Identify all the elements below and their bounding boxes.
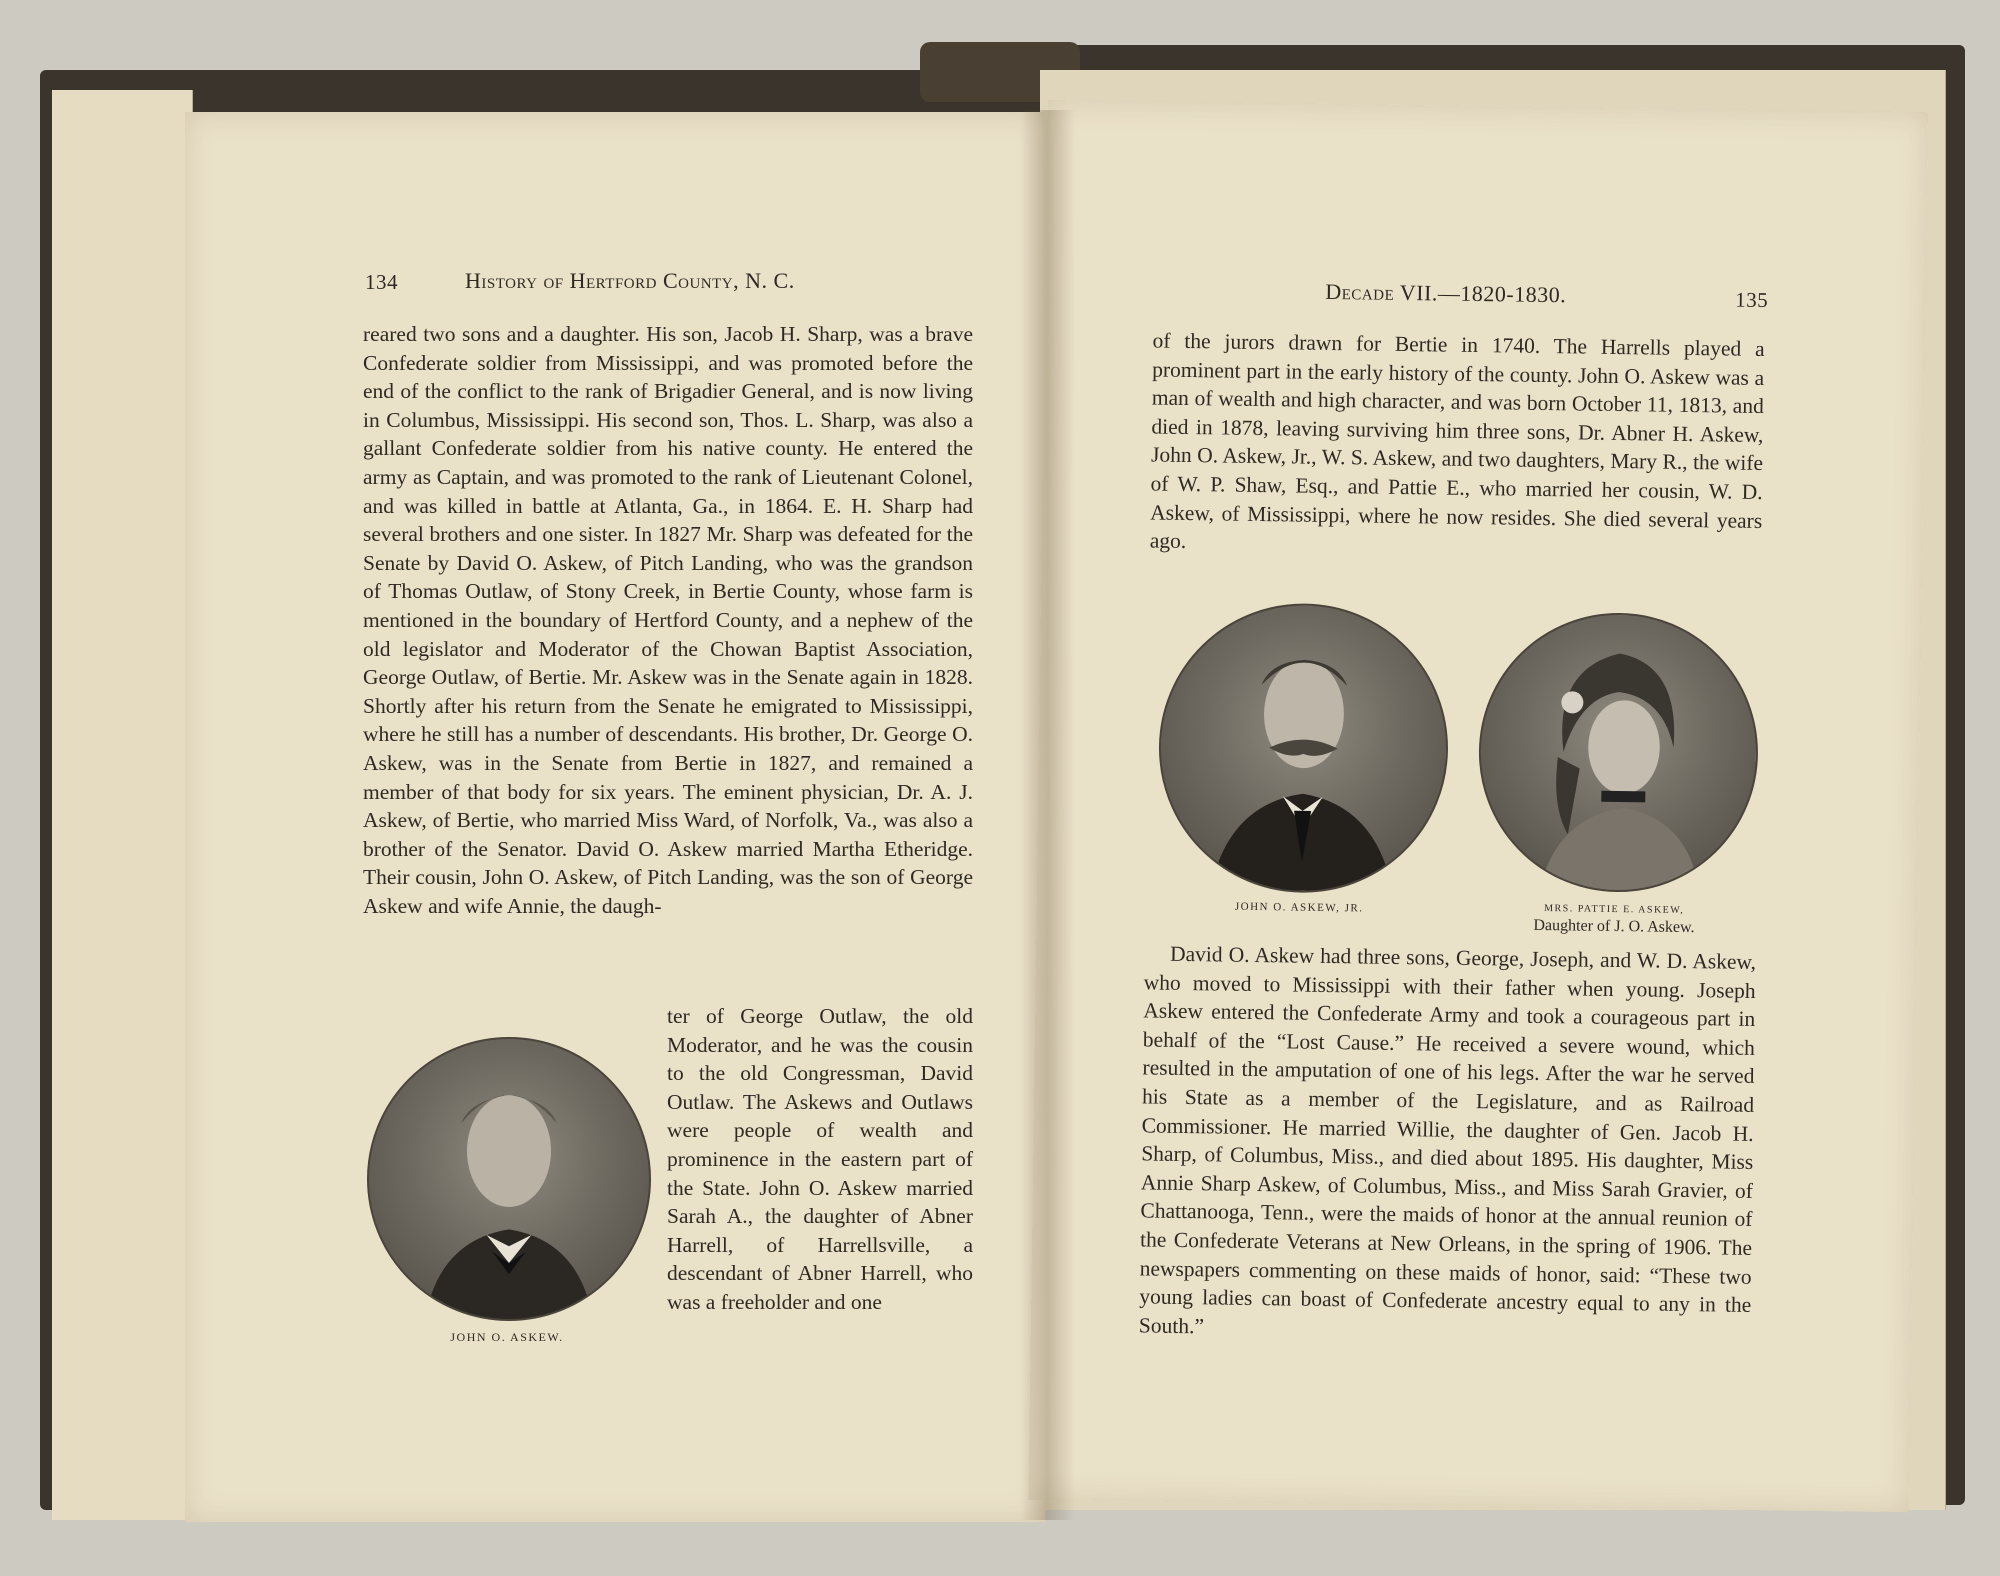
book-gutter-shadow — [1020, 110, 1075, 1520]
left-paragraph-top: reared two sons and a daughter. His son, Jacob H. Sharp, was a brave Confederate soldier from Mississippi, and was promoted before the end of the conflict to the rank of Brigadier General, and is now living in Columbus, Mississippi. His second son, Thos. L. Sharp, was also a gallant Confederate soldier from his native county. He entered the army as Captain, and was promoted to the rank of Lieutenant Colonel, and was killed in battle at Atlanta, Ga., in 1864. E. H. Sharp had several brothers and one sister. In 1827 Mr. Sharp was defeated for the Senate by David O. Askew, of Pitch Landing, who was the grandson of Thomas Outlaw, of Stony Creek, in Bertie County, whose farm is mentioned in the boundary of Hertford County, and a nephew of the old legislator and Moderator of the Chowan Baptist Association, George Outlaw, of Bertie. Mr. Askew was in the Senate again in 1828. Shortly after his return from the Senate he emigrated to Mississippi, where he still has a number of descendants. His brother, Dr. George O. Askew, was in the Senate from Bertie in 1827, and remained a member of that body for six years. The eminent physician, Dr. A. J. Askew, of Bertie, who married Miss Ward, of Norfolk, Va., was also a brother of the Senator. David O. Askew married Martha Etheridge. Their cousin, John O. Askew, of Pitch Landing, was the son of George Askew and wife Annie, the daugh- — [363, 322, 973, 918]
left-running-head: History of Hertford County, N. C. — [465, 268, 795, 293]
right-body-text-bottom — [1139, 939, 1757, 1348]
right-body-text-top — [1150, 326, 1765, 563]
right-paragraph-bottom: David O. Askew had three sons, George, Joseph, and W. D. Askew, who moved to Mississippi with their father when young. Joseph Askew entered the Confederate Army and took a courageous part in behalf of the “Lost Cause.” He received a severe wound, which resulted in the amputation of one of his legs. After the war he served his State as a member of the Legislature, and as Railroad Commissioner. He married Willie, the daughter of Gen. Jacob H. Sharp, of Columbus, Miss., and died about 1895. His daughter, Miss Annie Sharp Askew, of Columbus, Miss., and Miss Sarah Gravier, of Chattanooga, Tenn., were the maids of honor at the annual reunion of the Confederate Veterans at New Orleans, in the spring of 1906. The newspapers commenting on these maids of honor, said: “These two young ladies can boast of Confederate ancestry equal to any in the South.” — [1138, 941, 1757, 1339]
caption-john-o-askew-jr: JOHN O. ASKEW, JR. — [1234, 900, 1364, 915]
portrait-john-o-askew-jr — [1157, 602, 1450, 895]
right-page — [1028, 100, 1927, 1512]
right-running-head: Decade VII.—1820-1830. — [1325, 278, 1567, 308]
portrait-john-o-askew-image — [369, 1039, 649, 1319]
left-page-number: 134 — [365, 270, 398, 294]
left-page-edges — [52, 90, 193, 1520]
left-body-text — [363, 320, 973, 920]
left-paragraph-wrap: ter of George Outlaw, the old Moderator, and he was the cousin to the old Congressman, David Outlaw. The Askews and Outlaws were people of wealth and prominence in the eastern part of the State. John O. Askew married Sarah A., the daughter of Abner Harrell, of Harrellsville, a descendant of Abner Harrell, who was a freeholder and one — [667, 1004, 973, 1314]
portrait-john-o-askew — [367, 1037, 651, 1321]
portrait-mrs-pattie-e-askew-image — [1479, 613, 1758, 892]
caption-john-o-askew: JOHN O. ASKEW. — [450, 1330, 564, 1344]
right-paragraph-top: of the jurors drawn for Bertie in 1740. The Harrells played a prominent part in the early history of the county. John O. Askew was a man of wealth and high character, and was born October 11, 1813, and died in 1878, leaving surviving him three sons, Dr. Abner H. Askew, John O. Askew, Jr., W. S. Askew, and two daughters, Mary R., the wife of W. P. Shaw, Esq., and Pattie E., who married her cousin, W. D. Askew, of Mississippi, where he now resides. She died several years ago. — [1149, 328, 1765, 554]
caption-mrs-pattie-e-askew-line2: Daughter of J. O. Askew. — [1533, 916, 1695, 937]
caption-mrs-pattie-e-askew-line1: MRS. PATTIE E. ASKEW, — [1544, 903, 1685, 916]
portrait-john-o-askew-jr-image — [1159, 604, 1448, 893]
portrait-mrs-pattie-e-askew — [1477, 611, 1760, 894]
left-page — [185, 112, 1045, 1522]
left-wrap-text — [667, 1002, 973, 1317]
right-page-number: 135 — [1735, 287, 1769, 313]
